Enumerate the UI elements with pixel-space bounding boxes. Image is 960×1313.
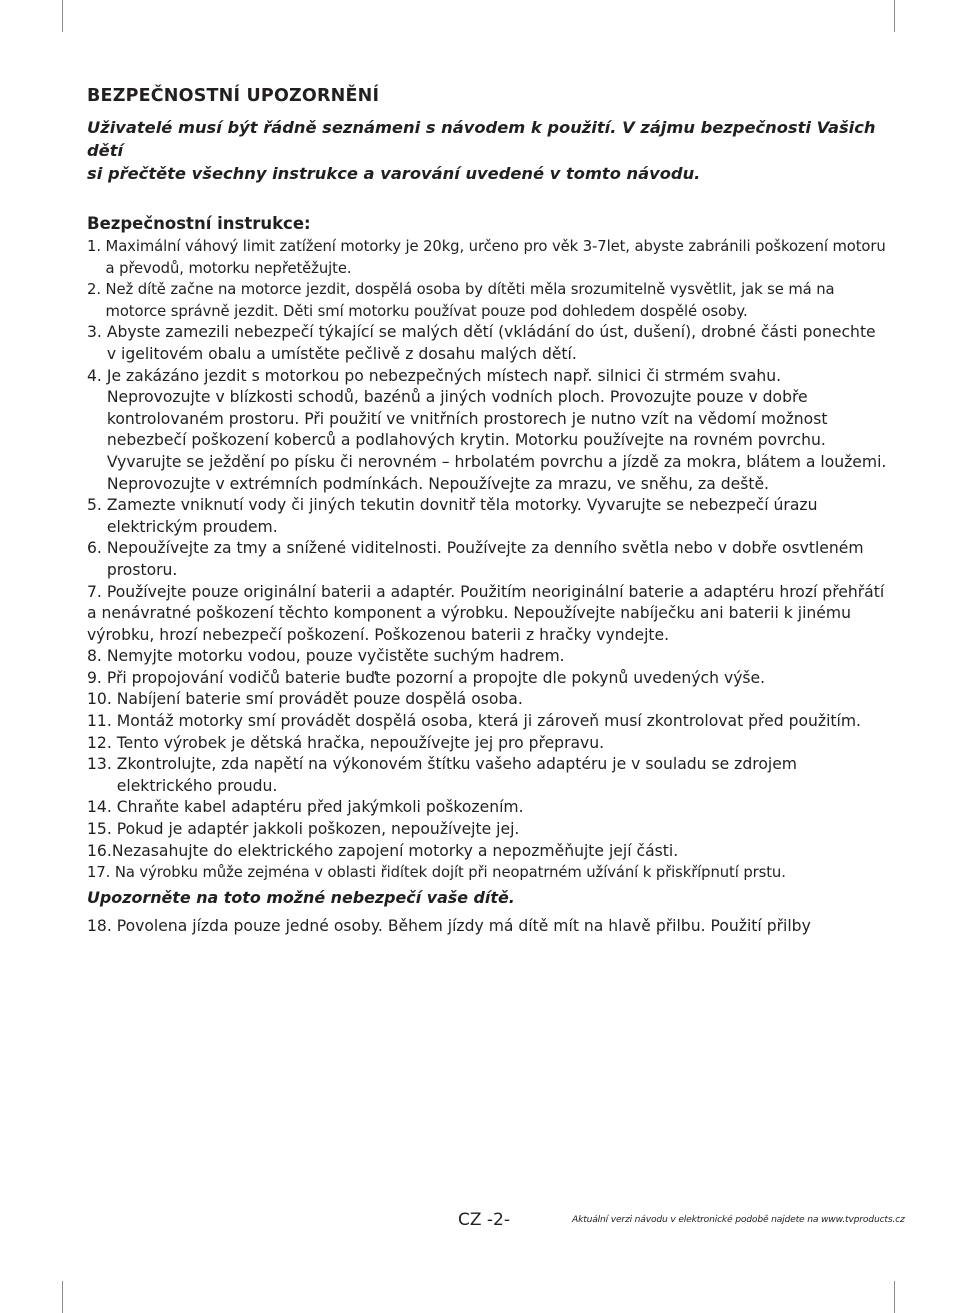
list-item: 18. Povolena jízda pouze jedné osoby. Během jízdy má dítě mít na hlavě přilbu. Použití přilby	[87, 916, 811, 935]
list-item: 10. Nabíjení baterie smí provádět pouze dospělá osoba.	[87, 690, 523, 709]
list-item: 15. Pokud je adaptér jakkoli poškozen, nepoužívejte jej.	[87, 820, 520, 839]
footer-note: Aktuální verzi návodu v elektronické podobě najdete na www.tvproducts.cz	[572, 1214, 905, 1225]
crop-mark-top-left	[62, 0, 63, 32]
page-footer	[0, 1208, 960, 1234]
list-item: 2. Než dítě začne na motorce jezdit, dospělá osoba by dítěti měla srozumitelně vysvětlit, jak se má na motorce správně jezdit. Děti smí motorku používat pouze pod dohledem dospělé osoby.	[87, 281, 835, 320]
list-item: 17. Na výrobku může zejména v oblasti řidítek dojít při neopatrném užívání k přiskřípnutí prstu.	[87, 864, 786, 882]
list-item: 8. Nemyjte motorku vodou, pouze vyčistěte suchým hadrem.	[87, 647, 565, 666]
page-number: CZ -2-	[458, 1210, 511, 1230]
list-item: 16. Nezasahujte do elektrického zapojení motorky a nepozměňujte její části.	[87, 841, 679, 860]
crop-mark-top-right	[894, 0, 895, 32]
list-item: 4. Je zakázáno jezdit s motorkou po nebezpečných místech např. silnici či strmém svahu. Neprovozujte v blízkosti schodů, bazénů a jiných vodních ploch. Provozujte pouze v dobře kontrolovaném prostoru. Při použití ve vnitřních prostorech je nutno vzít na vědomí možnost nebezbečí poškození koberců a podlahových krytin. Motorku používejte na rovném povrchu. Vyvarujte se ježdění po písku či nerovném – hrbolatém povrchu a jízdě za mokra, blátem a loužemi. Neprovozujte v extrémních podmínkách. Nepoužívejte za mrazu, ve sněhu, za deště.	[87, 366, 887, 493]
list-item: 5. Zamezte vniknutí vody či jiných tekutin dovnitř těla motorky. Vyvarujte se nebezpečí úrazu elektrickým proudem.	[87, 496, 818, 536]
list-item: 13. Zkontrolujte, zda napětí na výkonovém štítku vašeho adaptéru je v souladu se zdrojem elektrického proudu.	[87, 755, 797, 795]
document-body	[87, 83, 887, 937]
crop-mark-bottom-left	[62, 1281, 63, 1313]
crop-mark-bottom-right	[894, 1281, 895, 1313]
list-item: 11. Montáž motorky smí provádět dospělá osoba, která ji zároveň musí zkontrolovat před použitím.	[87, 712, 862, 731]
intro-paragraph	[87, 116, 887, 185]
instruction-list-continued	[87, 916, 887, 938]
list-item: 14. Chraňte kabel adaptéru před jakýmkoli poškozením.	[87, 798, 524, 817]
list-item: 6. Nepoužívejte za tmy a snížené viditelnosti. Používejte za denního světla nebo v dobře osvtleném prostoru.	[87, 539, 864, 579]
list-item: 7. Používejte pouze originální baterii a adaptér. Použitím neoriginální baterie a adaptéru hrozí přehřátí a nenávratné poškození těchto komponent a výrobku. Nepoužívejte nabíječku ani baterii k jinému výrobku, hrozí nebezpečí poškození. Poškozenou baterii z hračky vyndejte.	[87, 582, 885, 644]
list-item: 9. Při propojování vodičů baterie buďte pozorní a propojte dle pokynů uvedených výše.	[87, 668, 766, 687]
intro-line: Uživatelé musí být řádně seznámeni s návodem k použití. V zájmu bezpečnosti Vašich dětí	[87, 118, 876, 160]
intro-line: si přečtěte všechny instrukce a varování uvedené v tomto návodu.	[87, 164, 701, 183]
list-item: 1. Maximální váhový limit zatížení motorky je 20kg, určeno pro věk 3-7let, abyste zabránili poškození motoru a převodů, motorku nepřetěžujte.	[87, 238, 886, 277]
list-item: 3. Abyste zamezili nebezpečí týkající se malých dětí (vkládání do úst, dušení), drobné části ponechte v igelitovém obalu a umístěte pečlivě z dosahu malých dětí.	[87, 323, 876, 363]
instruction-list	[87, 236, 887, 884]
page-heading: BEZPEČNOSTNÍ UPOZORNĚNÍ	[87, 86, 380, 106]
list-item: 12. Tento výrobek je dětská hračka, nepoužívejte jej pro přepravu.	[87, 733, 605, 752]
section-subheading: Bezpečnostní instrukce:	[87, 214, 311, 233]
warning-note: Upozorněte na toto možné nebezpečí vaše dítě.	[87, 887, 515, 907]
